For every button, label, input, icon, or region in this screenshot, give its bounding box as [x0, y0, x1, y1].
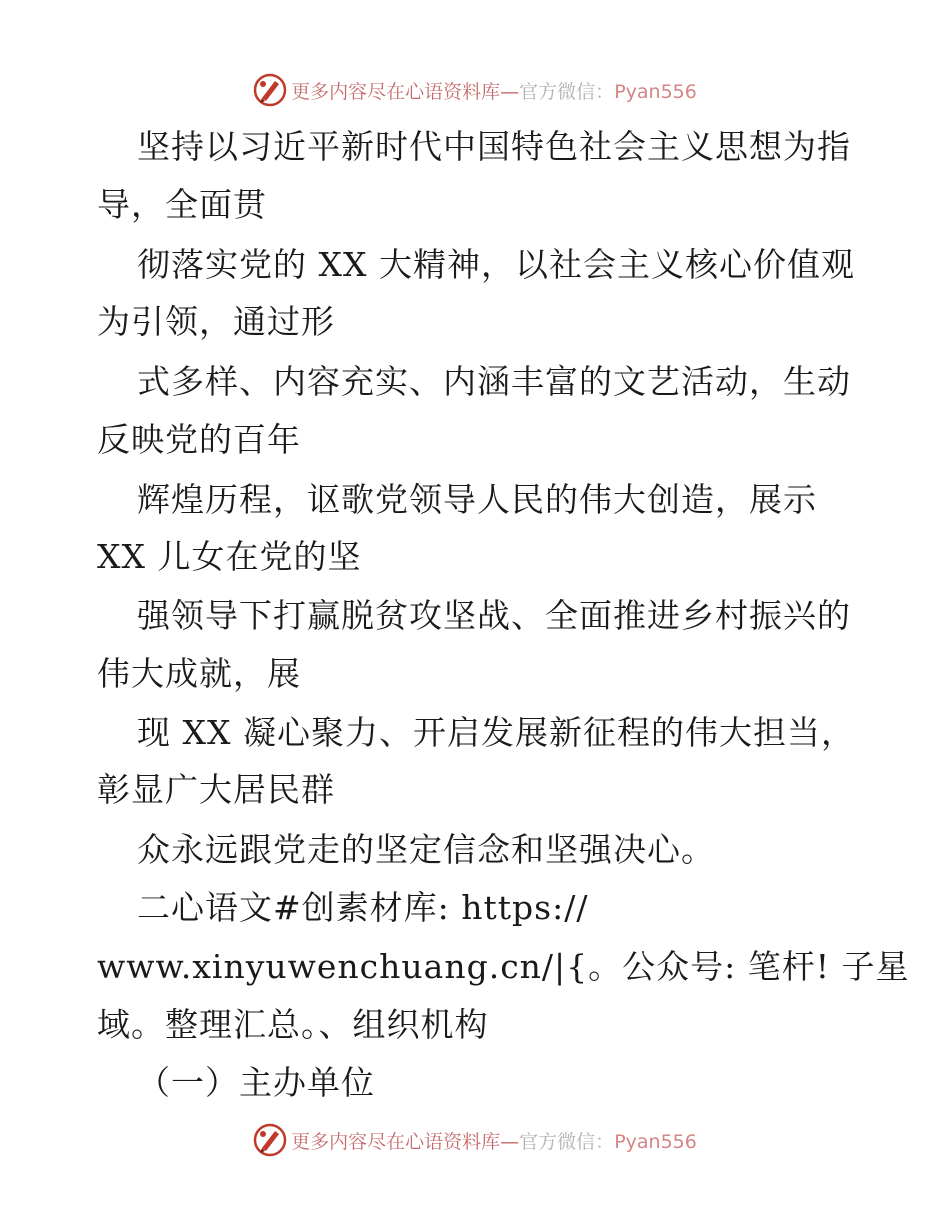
- text-line: www.xinyuwenchuang.cn/|{。公众号: 笔杆! 子星: [97, 947, 910, 986]
- text-line: 众永远跟党走的坚定信念和坚强决心。: [137, 830, 715, 869]
- text-line: 辉煌历程，讴歌党领导人民的伟大创造，展示: [137, 480, 817, 519]
- text-line: 域。整理汇总。、组织机构: [97, 1005, 489, 1044]
- text-line: 彻落实党的 XX 大精神，以社会主义核心价值观: [137, 245, 855, 284]
- text-line: 坚持以习近平新时代中国特色社会主义思想为指: [137, 127, 851, 166]
- section-heading: （一）主办单位: [137, 1063, 375, 1102]
- text-line: 为引领，通过形: [97, 302, 335, 341]
- text-line: XX 儿女在党的坚: [97, 537, 362, 576]
- text-line: 反映党的百年: [97, 420, 301, 459]
- pen-logo-icon: [253, 73, 287, 107]
- watermark-text: 更多内容尽在心语资料库—官方微信：Pyan556: [291, 1130, 697, 1153]
- pen-logo-icon: [253, 1123, 287, 1157]
- text-line: 彰显广大居民群: [97, 770, 335, 809]
- watermark-header: [0, 70, 950, 110]
- text-line: 二心语文#创素材库: https://: [137, 888, 589, 927]
- watermark-text: 更多内容尽在心语资料库—官方微信：Pyan556: [291, 80, 697, 103]
- text-line: 导，全面贯: [97, 185, 267, 224]
- watermark-footer: [0, 1120, 950, 1160]
- text-line: 强领导下打赢脱贫攻坚战、全面推进乡村振兴的: [137, 596, 851, 635]
- text-line: 式多样、内容充实、内涵丰富的文艺活动，生动: [137, 362, 851, 401]
- text-line: 伟大成就，展: [97, 654, 301, 693]
- text-line: 现 XX 凝心聚力、开启发展新征程的伟大担当，: [137, 713, 855, 752]
